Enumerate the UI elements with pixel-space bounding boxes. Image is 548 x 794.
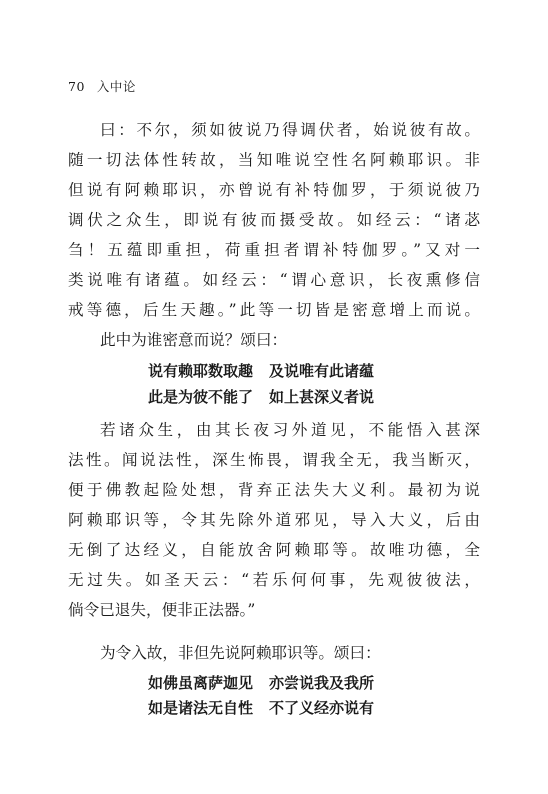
paragraph-line: 类说唯有诸蕴。如经云：“谓心意识，长夜熏修信: [68, 271, 480, 289]
verse-half: 如是诸法无自性: [148, 699, 254, 717]
paragraph-line: 无过失。如圣天云：“若乐何何事，先观彼彼法，: [68, 571, 480, 589]
verse-line: [148, 387, 374, 407]
verse-half: 如佛虽离萨迦见: [148, 674, 254, 692]
verse-half: 如上甚深义者说: [269, 388, 375, 406]
paragraph-line: 阿赖耶识等，令其先除外道邪见，导入大义，后由: [68, 511, 480, 529]
paragraph-line: 无倒了达经义，自能放舍阿赖耶等。故唯功德，全: [68, 541, 480, 559]
paragraph-line: 曰：不尔，须如彼说乃得调伏者，始说彼有故。: [100, 121, 480, 139]
paragraph-line: 法性。闻说法性，深生怖畏，谓我全无，我当断灭，: [68, 451, 480, 469]
verse-intro: 此中为谁密意而说？颂曰：: [100, 331, 288, 349]
paragraph-line: 随一切法体性转故，当知唯说空性名阿赖耶识。非: [68, 151, 480, 169]
paragraph-line: 刍！五蕴即重担，荷重担者谓补特伽罗。”又对一: [68, 241, 480, 259]
paragraph-line: 调伏之众生，即说有彼而摄受故。如经云：“诸苾: [68, 211, 480, 229]
paragraph-line: 若诸众生，由其长夜习外道见，不能悟入甚深: [100, 421, 480, 439]
paragraph-line: 戒等德，后生天趣。”此等一切皆是密意增上而说。: [68, 301, 480, 319]
verse-half: 亦尝说我及我所: [269, 674, 375, 692]
paragraph-line: 倘令已退失，便非正法器。”: [68, 601, 256, 619]
paragraph-line: 便于佛教起险处想，背弃正法失大义利。最初为说: [68, 481, 480, 499]
paragraph-line: 但说有阿赖耶识，亦曾说有补特伽罗，于须说彼乃: [68, 181, 480, 199]
verse-line: [148, 673, 374, 693]
verse-half: 不了义经亦说有: [269, 699, 375, 717]
running-header: [68, 77, 136, 95]
page-number: 70: [68, 79, 85, 94]
verse-intro: 为令入故，非但先说阿赖耶识等。颂曰：: [100, 644, 381, 662]
verse-half: 此是为彼不能了: [148, 388, 254, 406]
verse-half: 及说唯有此诸蕴: [269, 362, 375, 380]
book-title: 入中论: [96, 79, 136, 94]
verse-line: [148, 698, 374, 718]
verse-line: [148, 361, 374, 381]
verse-half: 说有赖耶数取趣: [148, 362, 254, 380]
